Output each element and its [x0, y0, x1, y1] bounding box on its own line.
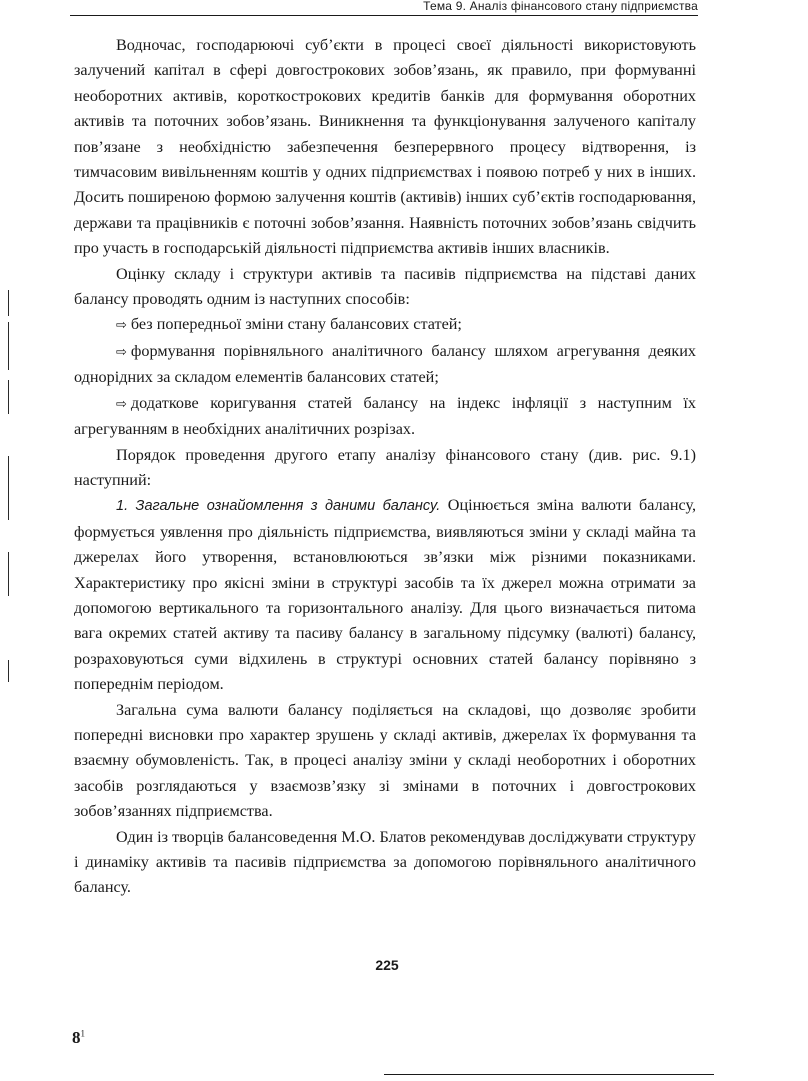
- paragraph-assessment-methods: Оцінку складу і структури активів та пасивів підприємства на підставі даних балансу проводять одним із наступних способів:: [74, 264, 696, 309]
- paragraph-analysis-order: Порядок проведення другого етапу аналізу фінансового стану (див. рис. 9.1) наступний:: [74, 445, 696, 489]
- step-one-heading: 1. Загальне ознайомлення з даними балансу.: [116, 498, 441, 515]
- margin-mark: [8, 660, 9, 682]
- arrow-icon: ⇨: [116, 318, 127, 334]
- paragraph-blatov: Один із творців балансоведення М.О. Блатов рекомендував досліджувати структуру і динаміку активів та пасивів підприємства за допомогою порівняльного аналітичного балансу.: [74, 827, 696, 897]
- margin-mark: [8, 456, 9, 520]
- signature-number: 8: [72, 1028, 81, 1047]
- list-item: [74, 312, 696, 338]
- signature-mark: [72, 1028, 85, 1048]
- arrow-icon: ⇨: [116, 344, 127, 360]
- list-item-text: додаткове коригування статей балансу на індекс інфляції з наступним їх агрегуванням в необхідних аналітичних розрізах.: [74, 393, 696, 439]
- margin-mark: [8, 380, 9, 414]
- list-item-text: формування порівняльного аналітичного балансу шляхом агрегування деяких однорідних за складом елементів балансових статей;: [74, 341, 696, 387]
- body-text: [74, 33, 696, 901]
- list-item: [74, 391, 696, 443]
- paragraph-borrowed-capital: Водночас, господарюючі суб’єкти в процесі своєї діяльності використовують залучений капітал в сфері довгострокових зобов’язань, як правило, при формуванні необоротних активів, короткострокових кредитів банків для формування оборотних активів та поточних зобов’язань. Виникнення та функціонування залученого капіталу пов’язане з необхідністю забезпечення безперервного процесу відтворення, із тимчасовим вивільненням коштів у одних підприємствах і появою потреб у них в інших. Досить поширеною формою залучення коштів (активів) інших суб’єктів господарювання, держави та працівників є поточні зобов’язання. Наявність поточних зобов’язань свідчить про участь в господарській діяльності підприємства активів інших власників.: [74, 36, 696, 258]
- step-one-text: Оцінюється зміна валюти балансу, формується уявлення про діяльність підприємства, виявляються зміни у складі майна та джерелах його утворення, встановлюються зв’язки між різними показниками. Характеристику про якісні зміни в структурі засобів та їх джерел можна отримати за допомогою вертикального та горизонтального аналізу. Для цього визначається питома вага окремих статей активу та пасиву балансу в загальному підсумку (валюті) балансу, розраховуються суми відхилень в структурі основних статей балансу порівняно з попереднім періодом.: [74, 496, 696, 694]
- page-number: 225: [375, 957, 399, 973]
- arrow-icon: ⇨: [116, 396, 127, 412]
- header-rule: [70, 15, 698, 16]
- margin-mark: [8, 322, 9, 370]
- list-item-text: без попередньої зміни стану балансових статей;: [130, 315, 462, 334]
- margin-mark: [8, 552, 9, 596]
- footer-rule: [384, 1074, 714, 1075]
- paragraph-balance-total: Загальна сума валюти балансу поділяється на складові, що дозволяє зробити попередні висновки про характер зрушень у складі активів, джерелах їх формування та взаємну обумовленість. Так, в процесі аналізу зміни у складі необоротних і оборотних засобів розглядаються у взаємозв’язку зі змінами в поточних і довгострокових зобов’язаннях підприємства.: [74, 700, 696, 821]
- paragraph-step-one: [74, 493, 696, 697]
- running-header: Тема 9. Аналіз фінансового стану підприємства: [423, 0, 698, 13]
- list-item: [74, 339, 696, 391]
- margin-mark: [8, 290, 9, 316]
- signature-superscript: 1: [80, 1028, 85, 1039]
